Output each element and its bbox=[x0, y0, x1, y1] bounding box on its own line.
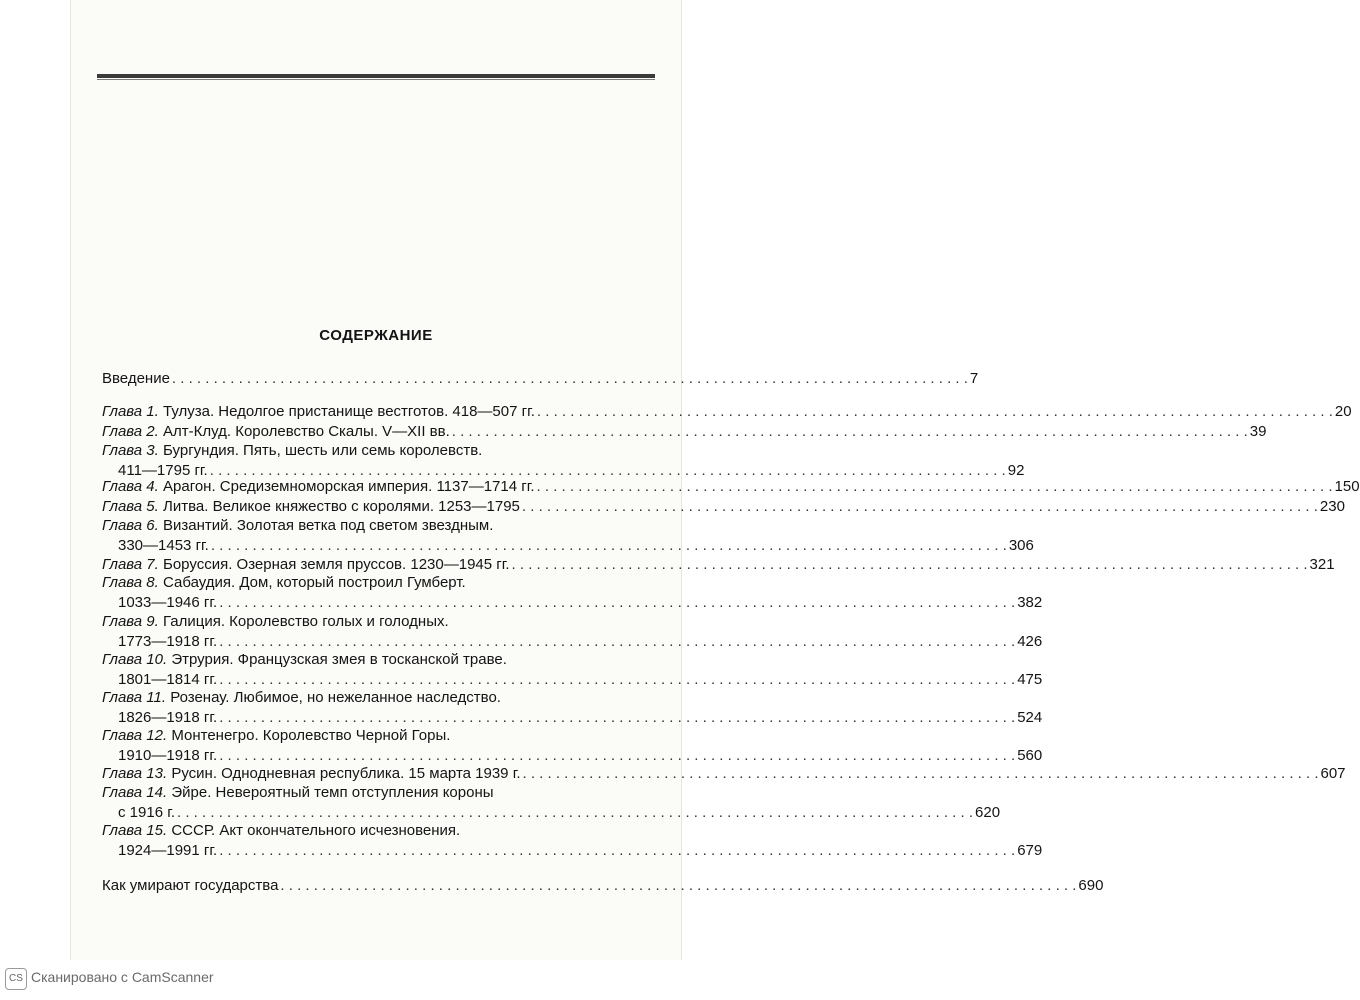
leader-dots bbox=[219, 632, 1015, 652]
entry-text: Литва. Великое княжество с королями. 1253—1795 bbox=[163, 498, 520, 515]
entry-text-continued: 330—1453 гг. bbox=[118, 537, 209, 554]
page-number: 620 bbox=[975, 804, 1001, 821]
page-number: 150 bbox=[1334, 478, 1360, 495]
page-number: 607 bbox=[1320, 765, 1346, 782]
toc-title: СОДЕРЖАНИЕ bbox=[319, 327, 433, 344]
chapter-label: Глава 5. bbox=[102, 498, 159, 515]
page-number: 20 bbox=[1334, 403, 1352, 420]
chapter-label: Глава 2. bbox=[102, 423, 159, 440]
leader-dots bbox=[219, 593, 1015, 613]
toc-entry-chapter-3 bbox=[102, 441, 1025, 481]
page-number: 690 bbox=[1078, 877, 1104, 894]
chapter-label: Глава 6. bbox=[102, 517, 159, 534]
entry-text-continued: 1826—1918 гг. bbox=[118, 709, 218, 726]
chapter-label: Глава 9. bbox=[102, 613, 159, 630]
page-number: 382 bbox=[1017, 594, 1043, 611]
entry-text: Алт-Клуд. Королевство Скалы. V—XII вв. bbox=[163, 423, 450, 440]
entry-text: Этрурия. Французская змея в тосканской траве. bbox=[171, 651, 507, 668]
leader-dots bbox=[211, 536, 1007, 556]
toc-entry-chapter-9 bbox=[102, 612, 1043, 652]
chapter-label: Глава 14. bbox=[102, 784, 168, 801]
page-number: 475 bbox=[1017, 671, 1043, 688]
toc-entry-chapter-4 bbox=[102, 477, 1360, 497]
chapter-label: Глава 3. bbox=[102, 442, 159, 459]
leader-dots bbox=[280, 876, 1076, 896]
page-number: 321 bbox=[1309, 556, 1335, 573]
toc-entry-chapter-11 bbox=[102, 688, 1043, 728]
toc-entry-chapter-12 bbox=[102, 726, 1043, 766]
book-page bbox=[70, 0, 1360, 960]
entry-text: Сабаудия. Дом, который построил Гумберт. bbox=[163, 574, 466, 591]
toc-entry-chapter-1 bbox=[102, 402, 1352, 422]
camscanner-logo-icon: CS bbox=[5, 968, 27, 990]
entry-text-continued: 1924—1991 гг. bbox=[118, 842, 218, 859]
chapter-label: Глава 13. bbox=[102, 765, 168, 782]
entry-text: Введение bbox=[102, 370, 170, 387]
toc-entry-chapter-15 bbox=[102, 821, 1043, 861]
entry-text: СССР. Акт окончательного исчезновения. bbox=[171, 822, 461, 839]
chapter-label: Глава 11. bbox=[102, 689, 167, 706]
leader-dots bbox=[219, 708, 1015, 728]
toc-entry-chapter-10 bbox=[102, 650, 1043, 690]
page-number: 39 bbox=[1249, 423, 1267, 440]
page-number: 230 bbox=[1319, 498, 1345, 515]
leader-dots bbox=[177, 803, 973, 823]
chapter-label: Глава 10. bbox=[102, 651, 168, 668]
page-number: 560 bbox=[1017, 747, 1043, 764]
entry-text: Русин. Однодневная республика. 15 марта 1939 г. bbox=[171, 765, 521, 782]
chapter-label: Глава 4. bbox=[102, 478, 159, 495]
page-number: 679 bbox=[1017, 842, 1043, 859]
chapter-label: Глава 12. bbox=[102, 727, 168, 744]
entry-text: Галиция. Королевство голых и голодных. bbox=[163, 613, 449, 630]
entry-text-continued: 1801—1814 гг. bbox=[118, 671, 218, 688]
entry-text: Византий. Золотая ветка под светом звездным. bbox=[163, 517, 494, 534]
page-number: 306 bbox=[1008, 537, 1034, 554]
table-of-contents bbox=[102, 0, 1360, 960]
entry-text: Бургундия. Пять, шесть или семь королевств. bbox=[163, 442, 483, 459]
chapter-label: Глава 1. bbox=[102, 403, 159, 420]
entry-text-continued: 411—1795 гг. bbox=[118, 462, 208, 479]
entry-text: Розенау. Любимое, но нежеланное наследство. bbox=[170, 689, 501, 706]
toc-entry-chapter-5 bbox=[102, 497, 1345, 517]
entry-text-continued: 1910—1918 гг. bbox=[118, 747, 218, 764]
toc-entry-chapter-6 bbox=[102, 516, 1034, 556]
leader-dots bbox=[219, 841, 1015, 861]
toc-entry-chapter-13 bbox=[102, 764, 1346, 784]
entry-text-continued: 1033—1946 гг. bbox=[118, 594, 218, 611]
entry-text-continued: 1773—1918 гг. bbox=[118, 633, 218, 650]
page-number: 92 bbox=[1007, 462, 1025, 479]
entry-text: Тулуза. Недолгое пристанище вестготов. 418—507 гг. bbox=[163, 403, 535, 420]
scanner-footer bbox=[0, 960, 750, 1000]
chapter-label: Глава 7. bbox=[102, 556, 159, 573]
entry-text: Боруссия. Озерная земля пруссов. 1230—1945 гг. bbox=[163, 556, 510, 573]
page-number: 524 bbox=[1017, 709, 1043, 726]
entry-text: Эйре. Невероятный темп отступления короны bbox=[171, 784, 494, 801]
toc-entry-chapter-7 bbox=[102, 555, 1335, 575]
chapter-label: Глава 15. bbox=[102, 822, 168, 839]
leader-dots bbox=[537, 477, 1333, 497]
entry-text: Как умирают государства bbox=[102, 877, 279, 894]
leader-dots bbox=[522, 497, 1318, 517]
leader-dots bbox=[219, 670, 1015, 690]
toc-entry-outro bbox=[102, 876, 1104, 896]
leader-dots bbox=[512, 555, 1308, 575]
toc-entry-intro bbox=[102, 369, 979, 389]
leader-dots bbox=[537, 402, 1333, 422]
page-number: 7 bbox=[969, 370, 979, 387]
page-number: 426 bbox=[1017, 633, 1043, 650]
toc-entry-chapter-14 bbox=[102, 783, 1001, 823]
entry-text-continued: с 1916 г. bbox=[118, 804, 176, 821]
entry-text: Монтенегро. Королевство Черной Горы. bbox=[171, 727, 451, 744]
leader-dots bbox=[452, 422, 1248, 442]
toc-entry-chapter-2 bbox=[102, 422, 1267, 442]
leader-dots bbox=[523, 764, 1319, 784]
chapter-label: Глава 8. bbox=[102, 574, 159, 591]
leader-dots bbox=[172, 369, 968, 389]
entry-text: Арагон. Средиземноморская империя. 1137—1714 гг. bbox=[163, 478, 535, 495]
scanner-watermark-text: Сканировано с CamScanner bbox=[31, 969, 214, 985]
toc-entry-chapter-8 bbox=[102, 573, 1043, 613]
leader-dots bbox=[219, 746, 1015, 766]
